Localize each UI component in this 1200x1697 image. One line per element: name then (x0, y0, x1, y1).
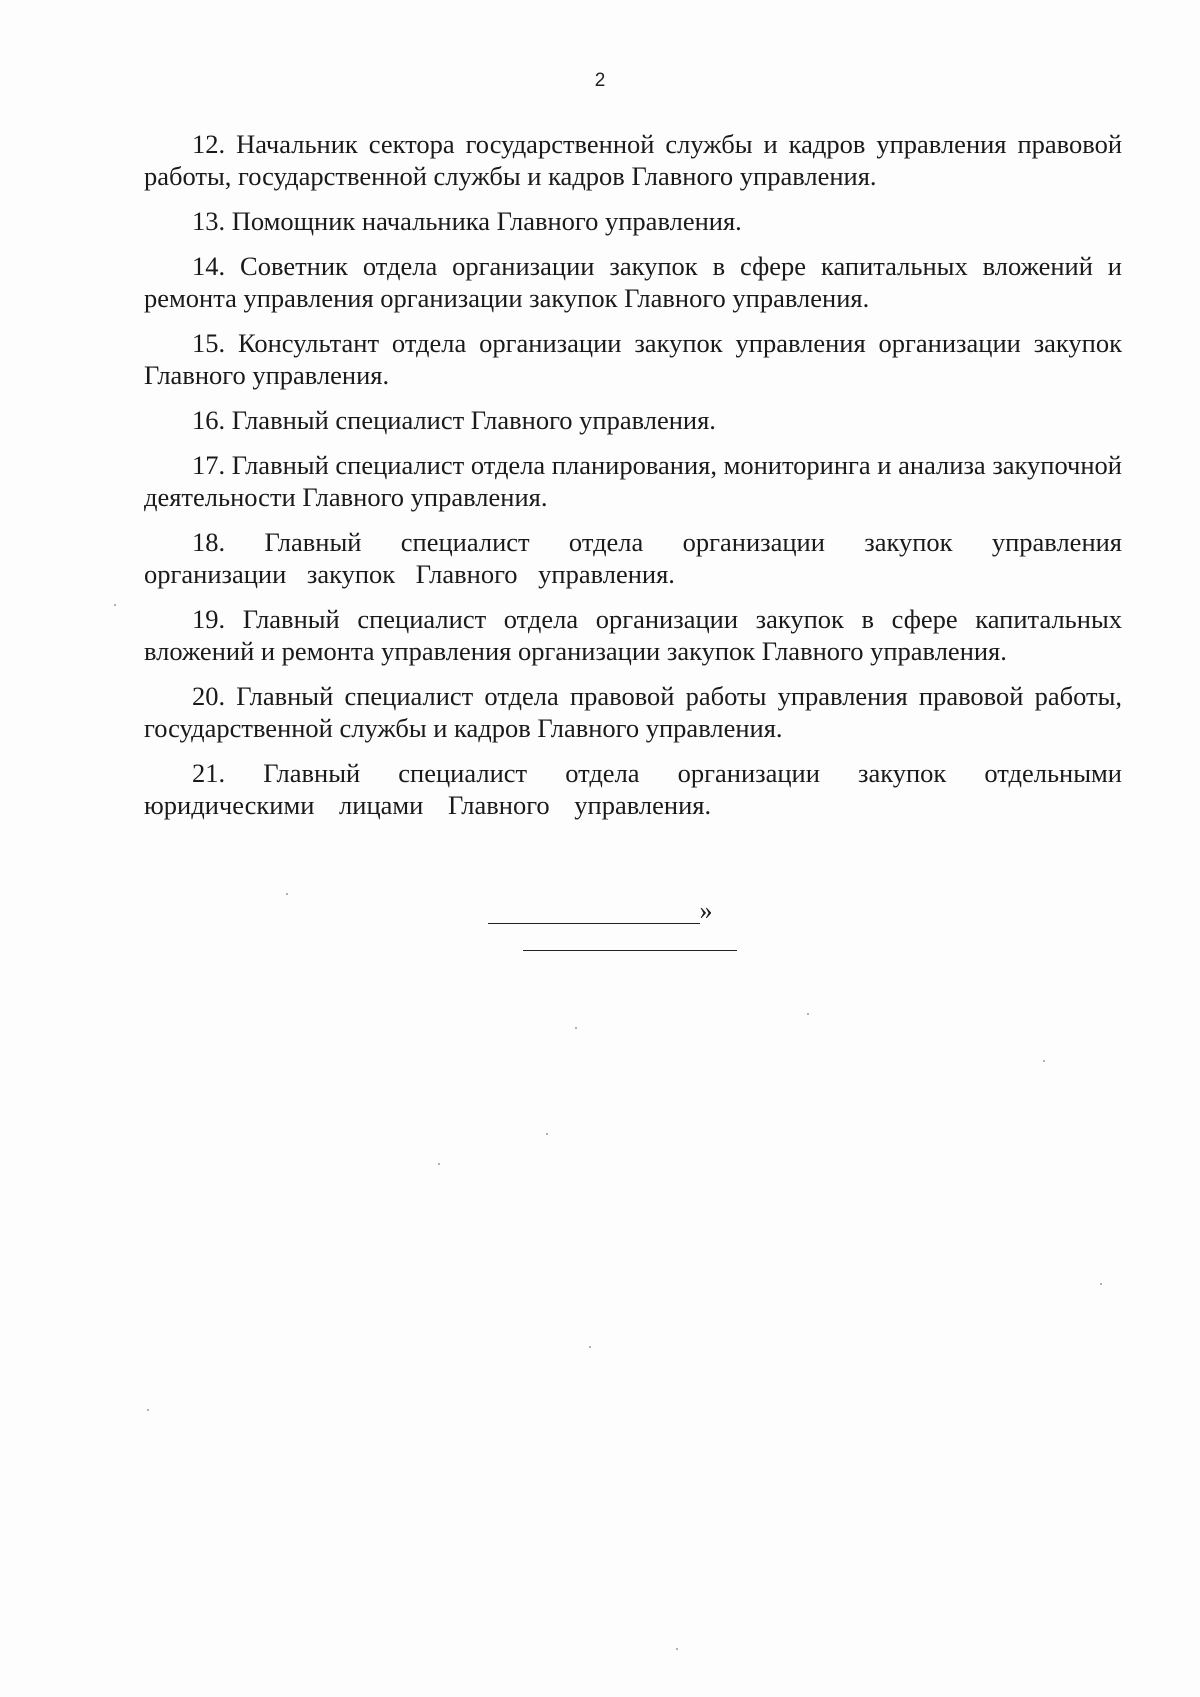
list-item-16: 16. Главный специалист Главного управления. (192, 405, 716, 435)
page-number: 2 (594, 70, 606, 91)
list-item-13: 13. Помощник начальника Главного управления. (192, 206, 742, 236)
scan-speck (147, 1409, 149, 1411)
scan-speck (438, 1163, 440, 1165)
scan-speck (546, 1133, 548, 1135)
scan-speck (286, 893, 288, 895)
closing-mark-row (0, 898, 1200, 924)
list-item-12: 12. Начальник сектора государственной службы и кадров управления правовой работы, государственной службы и кадров Главного управления. (144, 129, 1122, 191)
position-list (144, 128, 1122, 834)
list-item-15: 15. Консультант отдела организации закупок управления организации закупок Главного управления. (144, 328, 1122, 390)
list-item-14: 14. Советник отдела организации закупок в сфере капитальных вложений и ремонта управления организации закупок Главного управления. (144, 251, 1122, 313)
list-item-19: 19. Главный специалист отдела организации закупок в сфере капитальных вложений и ремонта управления организации закупок Главного управления. (144, 604, 1122, 666)
list-item-20: 20. Главный специалист отдела правовой работы управления правовой работы, государственной службы и кадров Главного управления. (144, 681, 1122, 743)
scan-speck (1043, 1060, 1045, 1062)
scan-speck (589, 1346, 591, 1348)
closing-underline (488, 903, 700, 924)
scan-speck (1100, 1283, 1102, 1285)
list-item-21: 21. Главный специалист отдела организации закупок отдельными юридическими лицами Главного управления. (144, 758, 1122, 820)
scan-speck (676, 1648, 678, 1650)
list-item-17: 17. Главный специалист отдела планирования, мониторинга и анализа закупочной деятельности Главного управления. (144, 450, 1122, 512)
end-separator-line (523, 950, 737, 951)
scan-speck (114, 604, 116, 606)
list-item-18: 18. Главный специалист отдела организации закупок управления организации закупок Главного управления. (144, 527, 1122, 589)
scan-speck (575, 1027, 577, 1029)
scan-speck (807, 1013, 809, 1015)
closing-quote: » (699, 896, 713, 925)
